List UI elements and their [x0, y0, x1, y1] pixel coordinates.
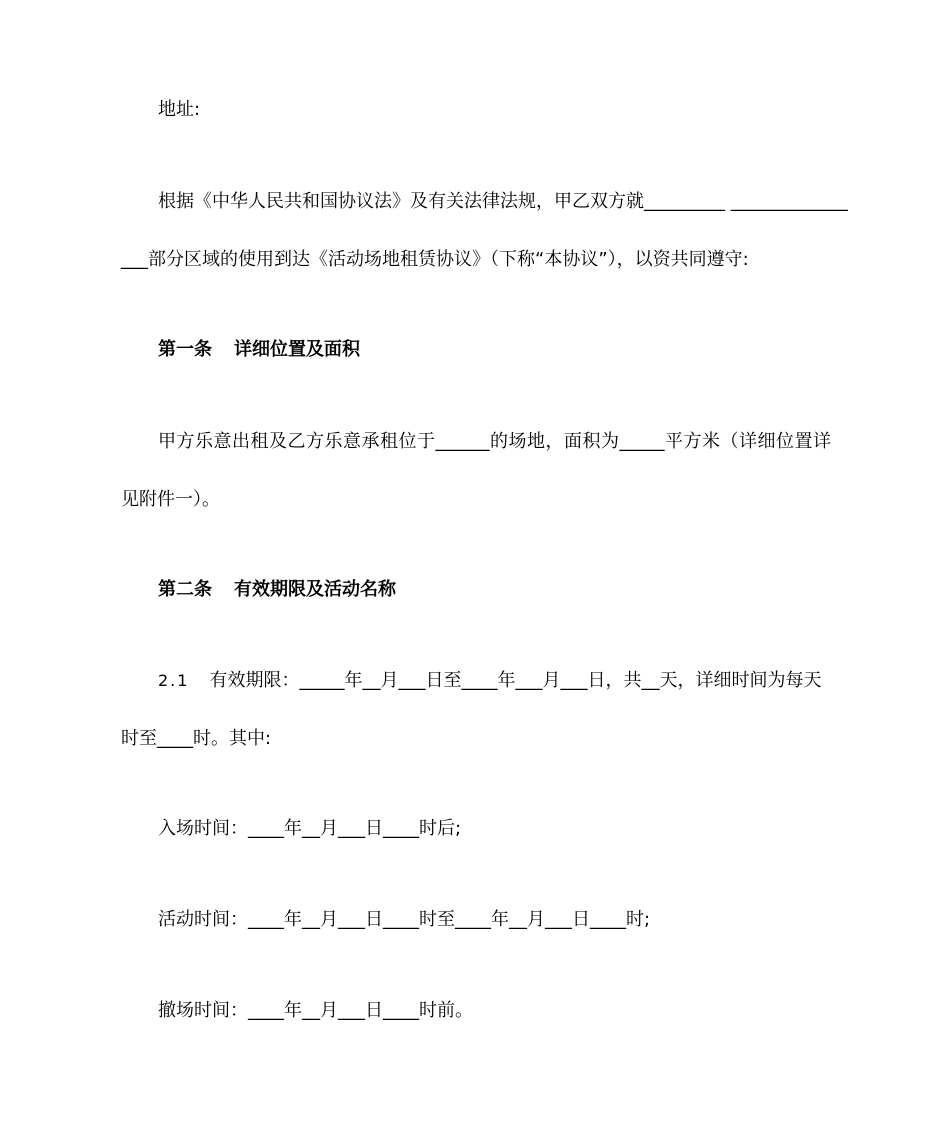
intro-paragraph-line-2: ___部分区域的使用到达《活动场地租赁协议》（下称“本协议”），以资共同遵守:	[121, 249, 749, 270]
clause-2-1-line-1	[121, 669, 831, 693]
article-1-heading	[121, 338, 831, 362]
address-line: 地址:	[158, 99, 201, 120]
intro-paragraph-line-1: 根据《中华人民共和国协议法》及有关法律法规，甲乙双方就_________ _____________	[158, 191, 848, 212]
clause-2-1-text: 有效期限：_____年__月___日至____年___月___日，共__天，详细时间为每天	[209, 670, 822, 691]
entry-time-line: 入场时间：____年__月___日____时后;	[158, 818, 462, 839]
clause-2-1-line-2: 时至____时。其中:	[121, 728, 272, 749]
article-1-text-line-1: 甲方乐意出租及乙方乐意承租位于______的场地，面积为_____平方米（详细位置详	[158, 431, 831, 452]
activity-time-line: 活动时间：____年__月___日____时至____年__月___日____时;	[158, 909, 651, 930]
exit-time-line: 撤场时间：____年__月___日____时前。	[158, 1000, 473, 1021]
clause-2-1-number: 2.1	[158, 671, 190, 690]
article-2-heading	[121, 578, 831, 602]
article-1-title: 详细位置及面积	[234, 339, 360, 360]
article-1-text-line-2: 见附件一）。	[121, 489, 220, 510]
article-1-number: 第一条	[158, 339, 212, 360]
article-2-title: 有效期限及活动名称	[234, 579, 396, 600]
article-2-number: 第二条	[158, 579, 212, 600]
